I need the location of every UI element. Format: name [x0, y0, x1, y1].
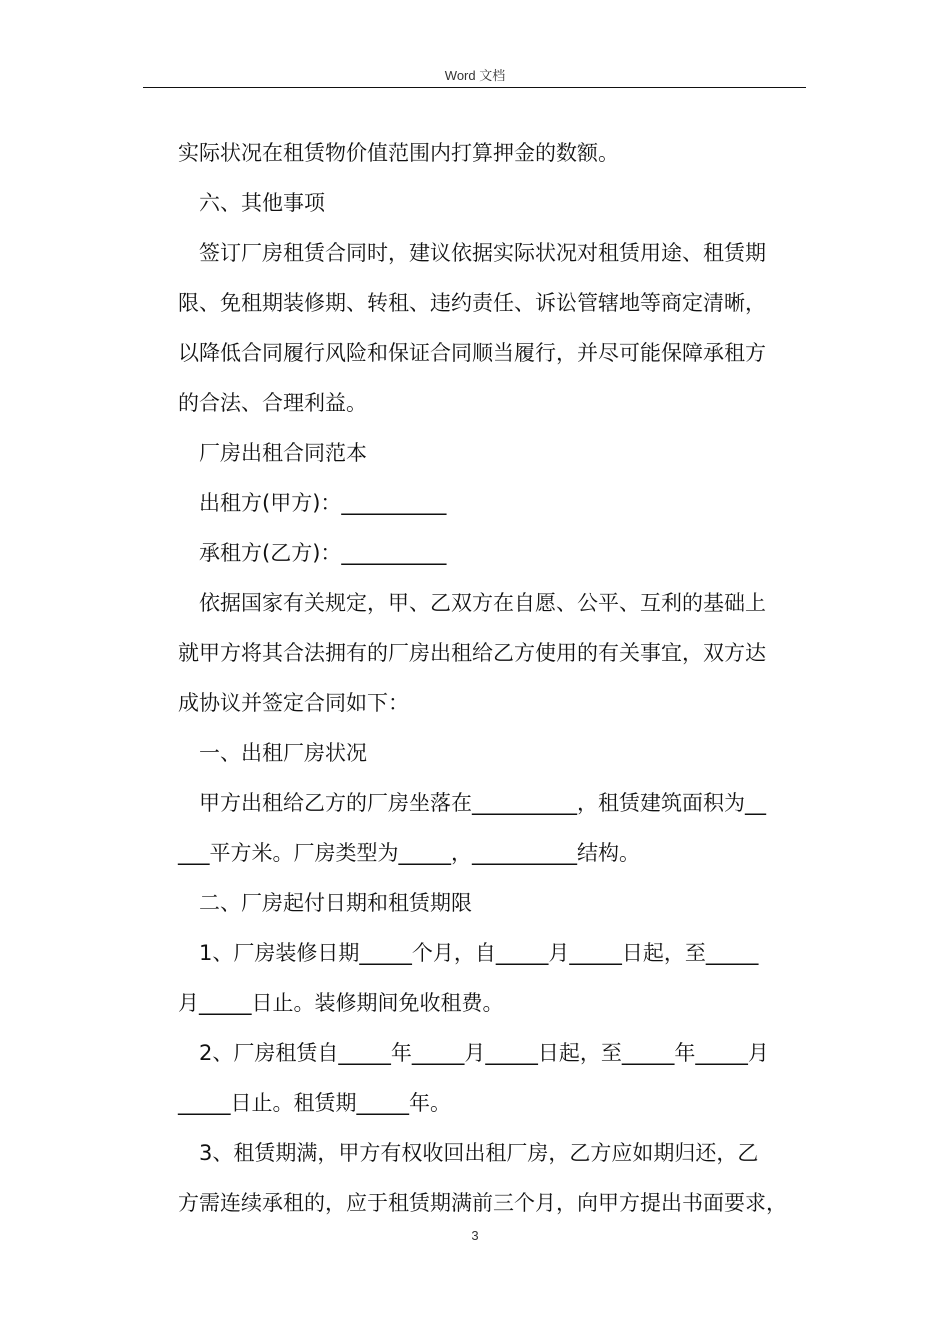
text-line: 的合法、合理利益。 — [178, 391, 367, 415]
document-body — [178, 128, 818, 1228]
text-line: 以降低合同履行风险和保证合同顺当履行，并尽可能保障承租方 — [178, 341, 766, 365]
clause-line: 月_____日止。装修期间免收租费。 — [178, 991, 504, 1015]
clause-line: 方需连续承租的，应于租赁期满前三个月，向甲方提出书面要求， — [178, 1191, 787, 1215]
lessor-field: 出租方(甲方)：__________ — [178, 491, 447, 515]
lessee-field: 承租方(乙方)：__________ — [178, 541, 447, 565]
section-heading: 一、出租厂房状况 — [178, 741, 367, 765]
text-line: ___平方米。厂房类型为_____，__________结构。 — [178, 841, 640, 865]
text-line: 实际状况在租赁物价值范围内打算押金的数额。 — [178, 141, 619, 165]
section-heading: 六、其他事项 — [178, 191, 325, 215]
header-divider — [143, 87, 806, 88]
section-heading: 二、厂房起付日期和租赁期限 — [178, 891, 472, 915]
page-header-title: Word 文档 — [444, 68, 506, 83]
text-line: 成协议并签定合同如下： — [178, 691, 409, 715]
clause-line: 3、租赁期满，甲方有权收回出租厂房，乙方应如期归还，乙 — [178, 1141, 759, 1165]
text-line: 限、免租期装修期、转租、违约责任、诉讼管辖地等商定清晰， — [178, 291, 766, 315]
page-number: 3 — [471, 1228, 479, 1243]
text-line: 就甲方将其合法拥有的厂房出租给乙方使用的有关事宜，双方达 — [178, 641, 766, 665]
text-line: 签订厂房租赁合同时，建议依据实际状况对租赁用途、租赁期 — [178, 241, 766, 265]
clause-line: _____日止。租赁期_____年。 — [178, 1091, 451, 1115]
document-title: 厂房出租合同范本 — [178, 441, 367, 465]
text-line: 依据国家有关规定，甲、乙双方在自愿、公平、互利的基础上 — [178, 591, 766, 615]
clause-line: 1、厂房装修日期_____个月，自_____月_____日起，至_____ — [178, 941, 759, 965]
clause-line: 2、厂房租赁自_____年_____月_____日起，至_____年_____月 — [178, 1041, 769, 1065]
text-line: 甲方出租给乙方的厂房坐落在__________，租赁建筑面积为__ — [178, 791, 766, 815]
